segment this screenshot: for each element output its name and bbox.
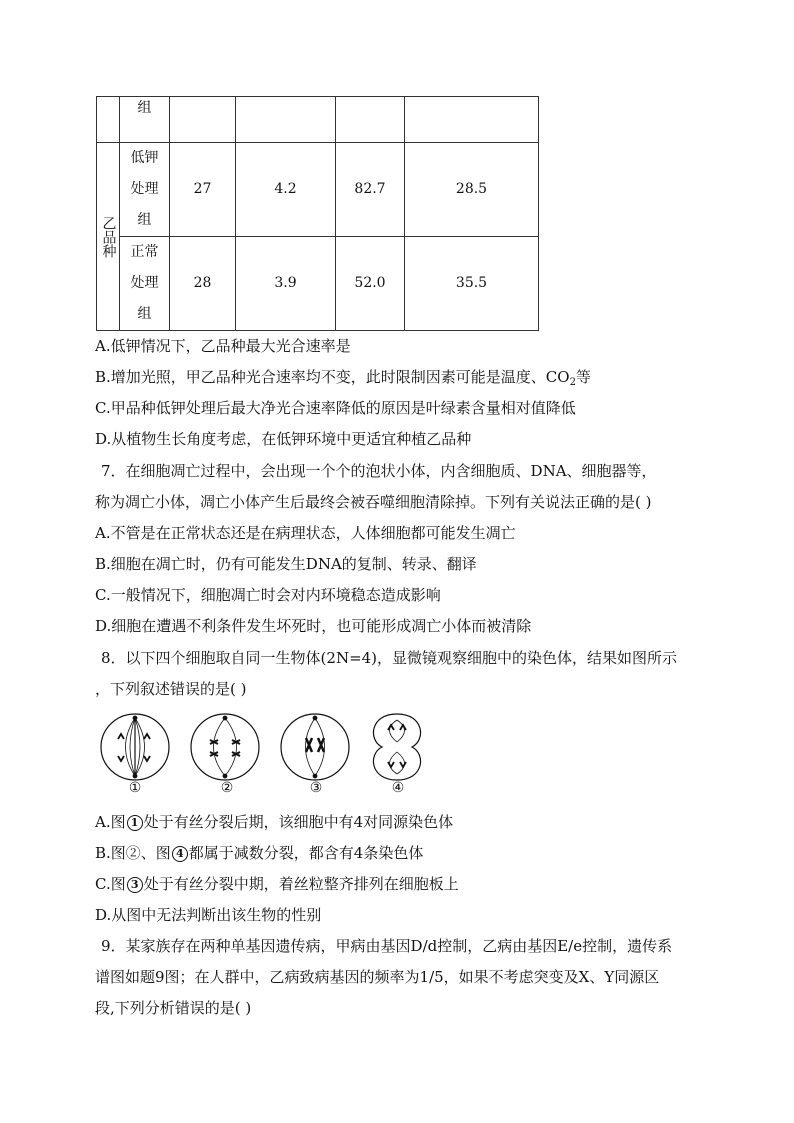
- q7-option-d: D.细胞在遭遇不利条件发生坏死时，也可能形成凋亡小体而被清除: [95, 617, 532, 635]
- q7-option-b: B.细胞在凋亡时，仍有可能发生DNA的复制、转录、翻译: [95, 555, 477, 573]
- value-cell: 4.2: [236, 143, 336, 237]
- q9-stem-2: 谱图如题9图；在人群中，乙病致病基因的频率为1/5，如果不考虑突变及X、Y同源区: [95, 968, 660, 986]
- group-cell: 正常 处理 组: [120, 237, 170, 331]
- q6-option-c: C.甲品种低钾处理后最大净光合速率降低的原因是叶绿素含量相对值降低: [95, 399, 576, 417]
- figure-label-3: ③: [309, 780, 323, 796]
- circled-number: 4: [172, 846, 188, 862]
- table-row: [97, 97, 539, 143]
- q8-option-b: B.图②、图 4 都属于减数分裂，都含有4条染色体: [95, 844, 424, 862]
- table-row: [97, 237, 539, 331]
- group-cell: 组: [120, 97, 170, 143]
- figure-label-1: ①: [128, 780, 142, 796]
- data-table: [96, 96, 539, 331]
- cell-division-figure: [98, 710, 428, 805]
- q9-stem-3: 段,下列分析错误的是( ): [95, 999, 252, 1017]
- cell-2-diagram: [191, 714, 259, 780]
- figure-label-2: ②: [220, 780, 234, 796]
- value-cell: 28: [170, 237, 236, 331]
- q8-option-c: C.图 3 处于有丝分裂中期，着丝粒整齐排列在细胞板上: [95, 875, 459, 893]
- q7-option-a: A.不管是在正常状态还是在病理状态，人体细胞都可能发生凋亡: [95, 524, 516, 542]
- table-cell: [97, 97, 120, 143]
- q7-stem: 7．在细胞凋亡过程中，会出现一个个的泡状小体，内含细胞质、DNA、细胞器等，: [101, 462, 657, 480]
- value-cell: 35.5: [405, 237, 539, 331]
- q7-stem-2: 称为凋亡小体，凋亡小体产生后最终会被吞噬细胞清除掉。下列有关说法正确的是( ): [95, 493, 652, 511]
- value-cell: 3.9: [236, 237, 336, 331]
- q8-stem-2: ，下列叙述错误的是( ): [95, 680, 247, 698]
- group-cell: 低钾 处理 组: [120, 143, 170, 237]
- q9-stem: 9．某家族存在两种单基因遗传病，甲病由基因D/d控制，乙病由基因E/e控制，遗传系: [101, 937, 673, 955]
- q8-stem: 8．以下四个细胞取自同一生物体(2N=4)，显微镜观察细胞中的染色体，结果如图所示: [101, 649, 678, 667]
- q8-option-d: D.从图中无法判断出该生物的性别: [95, 906, 322, 924]
- figure-label-4: ④: [391, 780, 405, 796]
- q7-option-c: C.一般情况下，细胞凋亡时会对内环境稳态造成影响: [95, 586, 441, 604]
- q6-option-b: B.增加光照，甲乙品种光合速率均不变，此时限制因素可能是温度、$CO_2$等: [95, 368, 591, 388]
- cell-1-diagram: [101, 714, 169, 780]
- cell-3-diagram: [281, 714, 349, 780]
- variety-label: 乙品种: [97, 143, 120, 331]
- value-cell: 52.0: [336, 237, 405, 331]
- q6-option-a: A.低钾情况下，乙品种最大光合速率是: [95, 337, 351, 355]
- q8-option-a: A.图 1 处于有丝分裂后期，该细胞中有4对同源染色体: [95, 813, 454, 831]
- value-cell: 27: [170, 143, 236, 237]
- value-cell: 28.5: [405, 143, 539, 237]
- circled-number: 1: [127, 815, 143, 831]
- cell-4-diagram: [373, 714, 420, 780]
- q6-option-d: D.从植物生长角度考虑，在低钾环境中更适宜种植乙品种: [95, 430, 472, 448]
- value-cell: 82.7: [336, 143, 405, 237]
- circled-number: 3: [127, 877, 143, 893]
- table-row: [97, 143, 539, 237]
